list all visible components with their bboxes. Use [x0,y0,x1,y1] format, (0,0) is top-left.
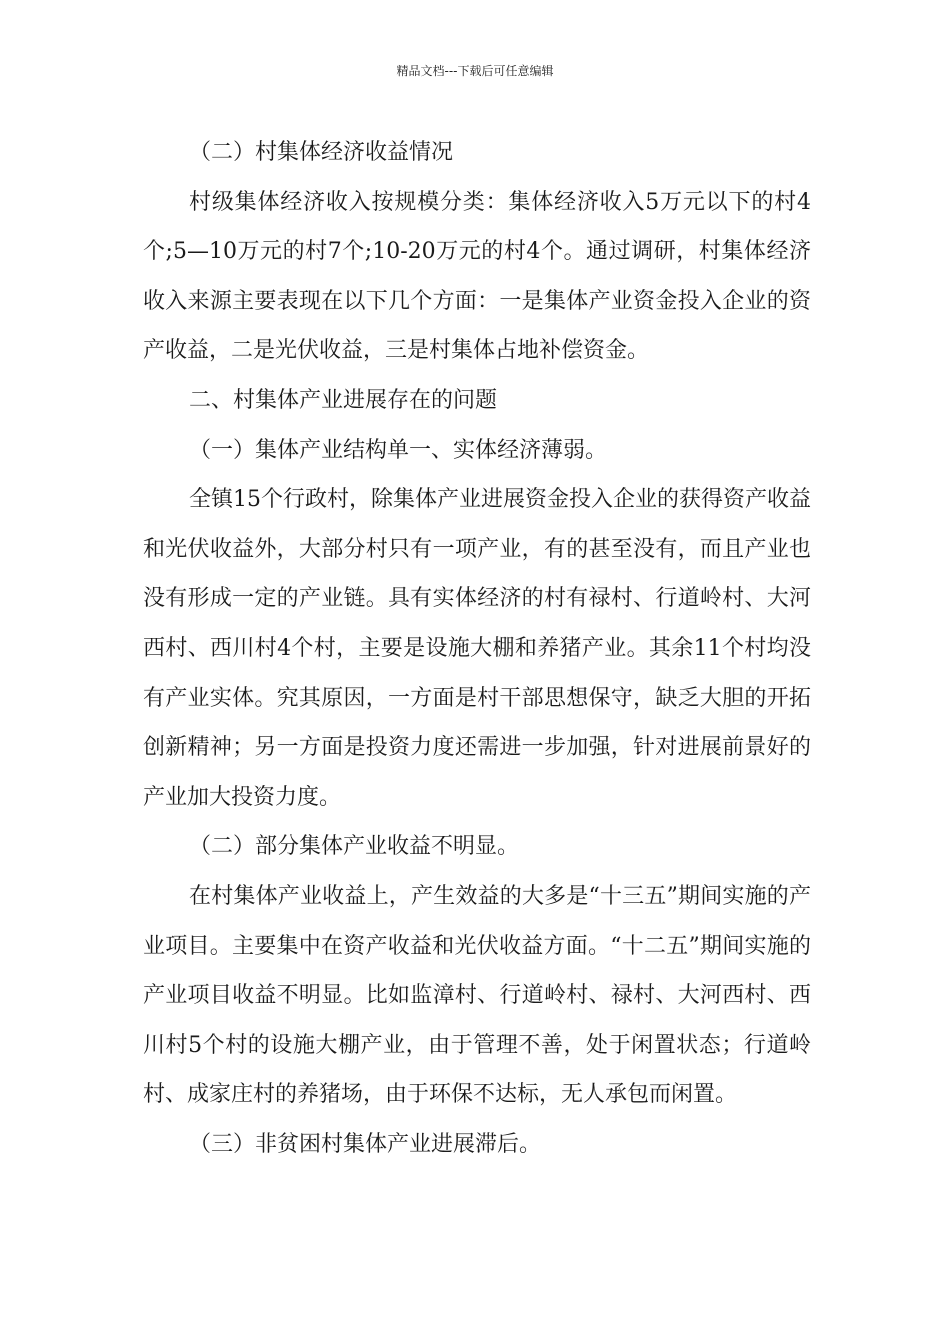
subsection-heading: （一）集体产业结构单一、实体经济薄弱。 [189,437,608,463]
section-heading: （二）村集体经济收益情况 [189,140,454,165]
body-paragraph: 村级集体经济收入按规模分类：集体经济收入5万元以下的村4个;5—10万元的村7个;10-20万元的村4个。通过调研，村集体经济收入来源主要表现在以下几个方面：一是集体产业资金投入企业的资产收益，二是光伏收益，三是村集体占地补偿资金。 [143,189,811,364]
section-heading: 二、村集体产业进展存在的问题 [189,387,498,413]
document-body [143,128,811,1169]
subsection-heading: （二）部分集体产业收益不明显。 [189,834,520,860]
page-header: 精品文档---下载后可任意编辑 [396,64,554,78]
body-paragraph: 在村集体产业收益上，产生效益的大多是“十三五”期间实施的产业项目。主要集中在资产收益和光伏收益方面。“十二五”期间实施的产业项目收益不明显。比如监漳村、行道岭村、禄村、大河西村、西川村5个村的设施大棚产业，由于管理不善，处于闲置状态；行道岭村、成家庄村的养猪场，由于环保不达标，无人承包而闲置。 [143,883,811,1108]
body-paragraph: 全镇15个行政村，除集体产业进展资金投入企业的获得资产收益和光伏收益外，大部分村只有一项产业，有的甚至没有，而且产业也没有形成一定的产业链。具有实体经济的村有禄村、行道岭村、大河西村、西川村4个村，主要是设施大棚和养猪产业。其余11个村均没有产业实体。究其原因，一方面是村干部思想保守，缺乏大胆的开拓创新精神；另一方面是投资力度还需进一步加强，针对进展前景好的产业加大投资力度。 [143,487,811,810]
subsection-heading: （三）非贫困村集体产业进展滞后。 [189,1131,542,1157]
